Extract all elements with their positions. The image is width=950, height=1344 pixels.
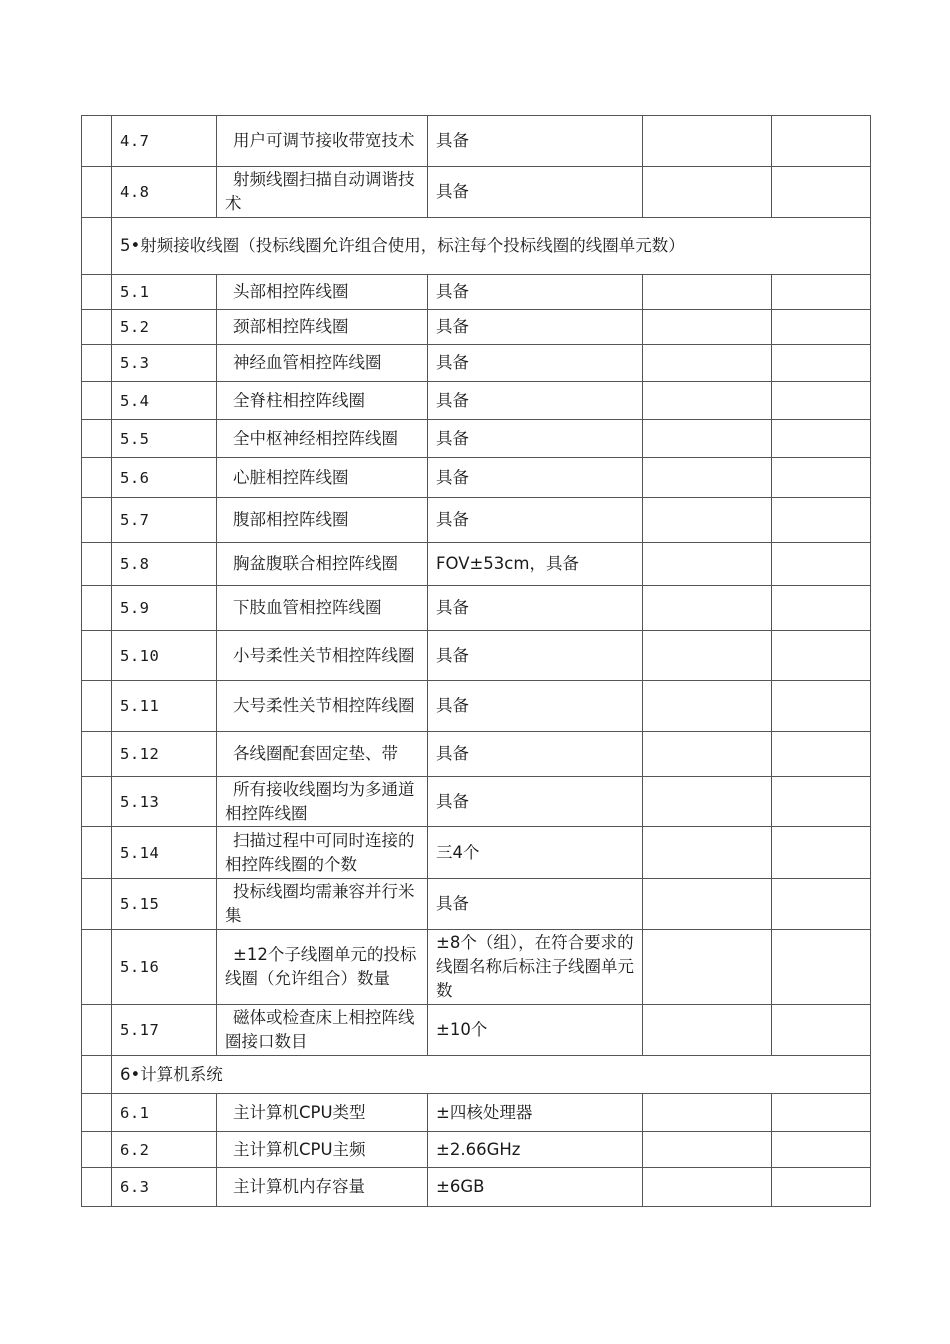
item-name: 用户可调节接收带宽技术 — [217, 116, 428, 167]
item-name: 各线圈配套固定垫、带 — [217, 732, 428, 777]
table-row — [82, 310, 871, 345]
response-cell — [643, 732, 772, 777]
item-value: 具备 — [428, 681, 643, 732]
blank-cell — [82, 382, 112, 420]
table-row — [82, 543, 871, 586]
response-cell — [643, 167, 772, 218]
remark-cell — [772, 681, 871, 732]
remark-cell — [772, 1094, 871, 1132]
item-name: 射频线圈扫描自动调谐技术 — [217, 167, 428, 218]
item-number: 4.7 — [112, 116, 217, 167]
item-value: 具备 — [428, 382, 643, 420]
blank-cell — [82, 310, 112, 345]
response-cell — [643, 1094, 772, 1132]
blank-cell — [82, 732, 112, 777]
response-cell — [643, 1005, 772, 1056]
spec-table-body — [82, 116, 871, 1207]
remark-cell — [772, 1168, 871, 1207]
item-value: 具备 — [428, 586, 643, 631]
response-cell — [643, 1168, 772, 1207]
item-name: 神经血管相控阵线圈 — [217, 345, 428, 382]
table-row — [82, 827, 871, 879]
remark-cell — [772, 1132, 871, 1168]
item-number: 5.9 — [112, 586, 217, 631]
blank-cell — [82, 218, 112, 275]
response-cell — [643, 458, 772, 498]
remark-cell — [772, 275, 871, 310]
item-number: 6.1 — [112, 1094, 217, 1132]
remark-cell — [772, 827, 871, 879]
item-value: 具备 — [428, 498, 643, 543]
response-cell — [643, 498, 772, 543]
response-cell — [643, 116, 772, 167]
item-value: ±四核处理器 — [428, 1094, 643, 1132]
table-row — [82, 777, 871, 827]
table-row — [82, 586, 871, 631]
blank-cell — [82, 116, 112, 167]
blank-cell — [82, 1005, 112, 1056]
table-row — [82, 116, 871, 167]
remark-cell — [772, 498, 871, 543]
blank-cell — [82, 345, 112, 382]
item-number: 5.1 — [112, 275, 217, 310]
item-value: FOV±53cm，具备 — [428, 543, 643, 586]
table-row — [82, 879, 871, 930]
item-value: 具备 — [428, 310, 643, 345]
item-number: 5.12 — [112, 732, 217, 777]
remark-cell — [772, 586, 871, 631]
table-row — [82, 420, 871, 458]
remark-cell — [772, 732, 871, 777]
blank-cell — [82, 1094, 112, 1132]
blank-cell — [82, 167, 112, 218]
item-value: 具备 — [428, 116, 643, 167]
table-row — [82, 1094, 871, 1132]
table-row — [82, 1132, 871, 1168]
item-value: 具备 — [428, 732, 643, 777]
remark-cell — [772, 1005, 871, 1056]
item-name: 主计算机内存容量 — [217, 1168, 428, 1207]
item-name: 全脊柱相控阵线圈 — [217, 382, 428, 420]
response-cell — [643, 586, 772, 631]
response-cell — [643, 879, 772, 930]
item-name: ±12个子线圈单元的投标线圈（允许组合）数量 — [217, 930, 428, 1005]
response-cell — [643, 345, 772, 382]
item-name: 扫描过程中可同时连接的相控阵线圈的个数 — [217, 827, 428, 879]
table-row — [82, 732, 871, 777]
item-value: ±2.66GHz — [428, 1132, 643, 1168]
item-number: 5.3 — [112, 345, 217, 382]
item-value: 具备 — [428, 458, 643, 498]
table-row — [82, 1168, 871, 1207]
response-cell — [643, 1132, 772, 1168]
item-number: 5.6 — [112, 458, 217, 498]
remark-cell — [772, 543, 871, 586]
blank-cell — [82, 275, 112, 310]
remark-cell — [772, 345, 871, 382]
item-number: 5.17 — [112, 1005, 217, 1056]
item-number: 5.8 — [112, 543, 217, 586]
response-cell — [643, 681, 772, 732]
response-cell — [643, 275, 772, 310]
item-number: 5.2 — [112, 310, 217, 345]
response-cell — [643, 930, 772, 1005]
item-number: 5.5 — [112, 420, 217, 458]
remark-cell — [772, 167, 871, 218]
item-value: 具备 — [428, 275, 643, 310]
blank-cell — [82, 543, 112, 586]
blank-cell — [82, 420, 112, 458]
blank-cell — [82, 631, 112, 681]
section-row — [82, 218, 871, 275]
item-number: 6.2 — [112, 1132, 217, 1168]
table-row — [82, 498, 871, 543]
item-number: 6.3 — [112, 1168, 217, 1207]
section-heading: 6•计算机系统 — [112, 1056, 871, 1094]
remark-cell — [772, 310, 871, 345]
response-cell — [643, 382, 772, 420]
table-row — [82, 458, 871, 498]
item-name: 大号柔性关节相控阵线圈 — [217, 681, 428, 732]
item-name: 心脏相控阵线圈 — [217, 458, 428, 498]
item-name: 磁体或检查床上相控阵线圈接口数目 — [217, 1005, 428, 1056]
section-row — [82, 1056, 871, 1094]
remark-cell — [772, 382, 871, 420]
item-name: 投标线圈均需兼容并行米集 — [217, 879, 428, 930]
item-name: 腹部相控阵线圈 — [217, 498, 428, 543]
remark-cell — [772, 631, 871, 681]
item-value: ±6GB — [428, 1168, 643, 1207]
blank-cell — [82, 586, 112, 631]
table-row — [82, 631, 871, 681]
item-value: 具备 — [428, 879, 643, 930]
item-number: 5.4 — [112, 382, 217, 420]
item-name: 下肢血管相控阵线圈 — [217, 586, 428, 631]
response-cell — [643, 420, 772, 458]
remark-cell — [772, 777, 871, 827]
remark-cell — [772, 458, 871, 498]
blank-cell — [82, 498, 112, 543]
table-row — [82, 382, 871, 420]
blank-cell — [82, 1056, 112, 1094]
remark-cell — [772, 116, 871, 167]
item-name: 主计算机CPU类型 — [217, 1094, 428, 1132]
response-cell — [643, 631, 772, 681]
item-number: 5.16 — [112, 930, 217, 1005]
response-cell — [643, 310, 772, 345]
remark-cell — [772, 930, 871, 1005]
table-row — [82, 345, 871, 382]
blank-cell — [82, 777, 112, 827]
item-number: 5.13 — [112, 777, 217, 827]
remark-cell — [772, 879, 871, 930]
table-row — [82, 275, 871, 310]
table-row — [82, 1005, 871, 1056]
item-number: 5.7 — [112, 498, 217, 543]
item-value: 三4个 — [428, 827, 643, 879]
section-heading: 5•射频接收线圈（投标线圈允许组合使用，标注每个投标线圈的线圈单元数） — [112, 218, 871, 275]
item-value: ±8个（组），在符合要求的线圈名称后标注子线圈单元数 — [428, 930, 643, 1005]
remark-cell — [772, 420, 871, 458]
item-value: 具备 — [428, 167, 643, 218]
response-cell — [643, 543, 772, 586]
blank-cell — [82, 1168, 112, 1207]
item-value: 具备 — [428, 777, 643, 827]
item-number: 4.8 — [112, 167, 217, 218]
blank-cell — [82, 879, 112, 930]
response-cell — [643, 827, 772, 879]
item-value: ±10个 — [428, 1005, 643, 1056]
blank-cell — [82, 1132, 112, 1168]
response-cell — [643, 777, 772, 827]
item-name: 全中枢神经相控阵线圈 — [217, 420, 428, 458]
item-name: 头部相控阵线圈 — [217, 275, 428, 310]
table-row — [82, 930, 871, 1005]
item-name: 胸盆腹联合相控阵线圈 — [217, 543, 428, 586]
blank-cell — [82, 930, 112, 1005]
item-number: 5.11 — [112, 681, 217, 732]
item-name: 所有接收线圈均为多通道相控阵线圈 — [217, 777, 428, 827]
item-number: 5.14 — [112, 827, 217, 879]
item-value: 具备 — [428, 345, 643, 382]
blank-cell — [82, 827, 112, 879]
item-name: 颈部相控阵线圈 — [217, 310, 428, 345]
item-number: 5.15 — [112, 879, 217, 930]
table-row — [82, 167, 871, 218]
item-value: 具备 — [428, 420, 643, 458]
blank-cell — [82, 681, 112, 732]
item-number: 5.10 — [112, 631, 217, 681]
spec-table — [81, 115, 871, 1207]
item-value: 具备 — [428, 631, 643, 681]
item-name: 小号柔性关节相控阵线圈 — [217, 631, 428, 681]
table-row — [82, 681, 871, 732]
item-name: 主计算机CPU主频 — [217, 1132, 428, 1168]
blank-cell — [82, 458, 112, 498]
